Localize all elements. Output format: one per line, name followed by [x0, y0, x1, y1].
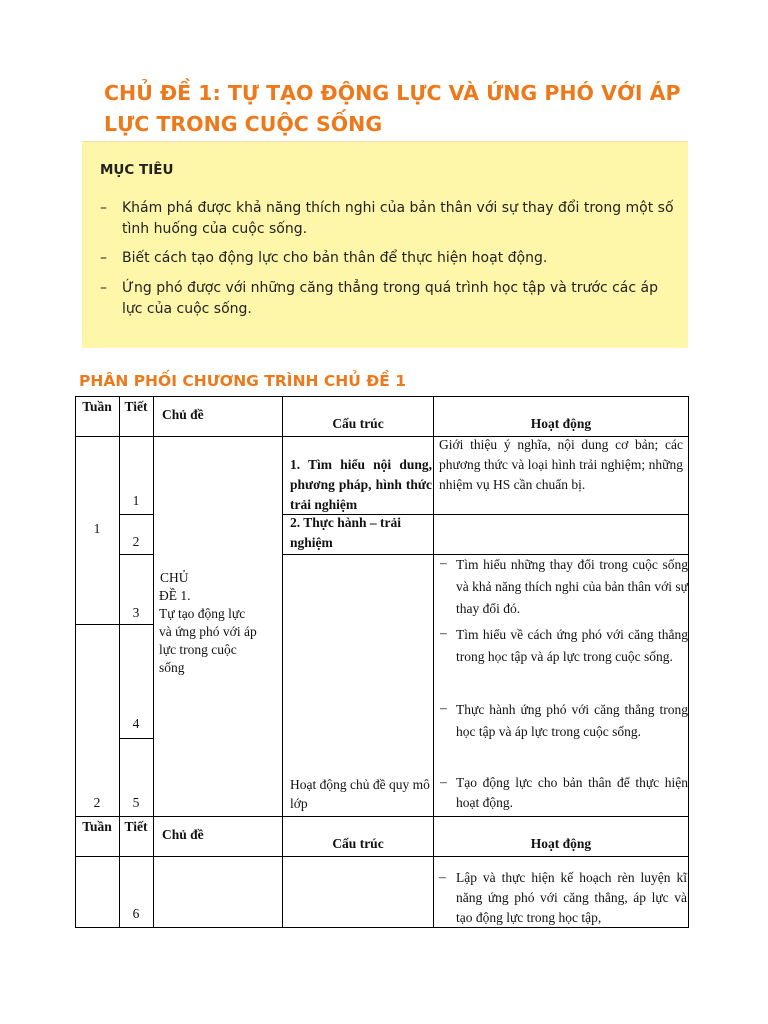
table-border — [119, 554, 153, 555]
title-line-1: CHỦ ĐỀ 1: TỰ TẠO ĐỘNG LỰC VÀ ỨNG PHÓ VỚI ÁP — [104, 81, 681, 105]
structure-step-3: Hoạt động chủ đề quy mô lớp — [290, 777, 430, 811]
table-border — [75, 816, 689, 817]
activity-dash: – — [439, 869, 446, 884]
activity-item — [434, 624, 688, 668]
section-heading: PHÂN PHỐI CHƯƠNG TRÌNH CHỦ ĐỀ 1 — [79, 372, 406, 390]
table-border — [75, 856, 689, 857]
objective-item — [100, 278, 680, 320]
period-number: 6 — [132, 906, 140, 921]
topic-line: Tự tạo động lực — [159, 606, 246, 621]
table-border — [119, 738, 153, 739]
activity-dash: – — [440, 555, 447, 570]
period-number: 3 — [132, 605, 140, 620]
activity-dash: – — [440, 700, 447, 715]
objective-text: Khám phá được khả năng thích nghi của bản thân với sự thay đổi trong một số tình huống của cuộc sống. — [122, 200, 674, 237]
header-structure: Cấu trúc — [332, 416, 384, 431]
table-border — [75, 396, 76, 928]
header-week: Tuần — [82, 399, 112, 414]
period-number: 1 — [132, 493, 140, 508]
objectives-heading: MỤC TIÊU — [100, 162, 174, 178]
objective-dash: – — [100, 200, 107, 216]
header-activity: Hoạt động — [530, 416, 592, 431]
header-period: Tiết — [124, 819, 148, 834]
objective-dash: – — [100, 250, 107, 266]
topic-line: và ứng phó với áp — [159, 624, 257, 639]
topic-line: lực trong cuộc — [159, 642, 237, 657]
topic-cell — [159, 569, 281, 677]
activity-text: Tạo động lực cho bản thân để thực hiện hoạt động. — [456, 775, 688, 810]
structure-step-1: 1. Tìm hiểu nội dung, phương pháp, hình thức trải nghiệm — [290, 457, 432, 512]
activity-item — [434, 699, 688, 743]
activity-text: Thực hành ứng phó với căng thẳng trong học tập và áp lực trong cuộc sống. — [456, 702, 688, 739]
objective-text: Ứng phó được với những căng thẳng trong quá trình học tập và trước các áp lực của cuộc sống. — [122, 280, 658, 317]
table-border — [119, 396, 120, 928]
structure-step-2: 2. Thực hành – trải nghiệm — [290, 515, 401, 550]
activity-intro: Giới thiệu ý nghĩa, nội dung cơ bản; các phương thức và loại hình trải nghiệm; những nhiệm vụ HS cần chuẩn bị. — [439, 437, 683, 492]
table-border — [153, 396, 154, 928]
topic-line: sống — [159, 660, 185, 675]
page-title — [104, 78, 704, 140]
week-number: 1 — [93, 521, 101, 536]
header-topic: Chủ đề — [162, 407, 204, 422]
title-line-2: LỰC TRONG CUỘC SỐNG — [104, 112, 383, 136]
objective-item — [100, 248, 680, 269]
activity-item — [434, 554, 688, 620]
week-number: 2 — [93, 795, 101, 810]
activity-text: Tìm hiểu về cách ứng phó với căng thẳng trong học tập và áp lực trong cuộc sống. — [456, 627, 688, 664]
table-border — [119, 514, 153, 515]
period-number: 2 — [132, 534, 140, 549]
period-number: 5 — [132, 795, 140, 810]
header-week: Tuần — [82, 819, 112, 834]
table-border — [282, 396, 283, 928]
header-activity: Hoạt động — [530, 836, 592, 851]
objective-item — [100, 198, 680, 240]
program-table — [75, 396, 689, 928]
table-border — [75, 624, 153, 625]
activity-item — [439, 868, 687, 928]
table-border — [688, 396, 689, 928]
activity-list — [434, 555, 688, 815]
activity-text: Tìm hiểu những thay đổi trong cuộc sống và khả năng thích nghi của bản thân với sự thay đổi đó. — [456, 557, 688, 616]
topic-line: CHỦ — [160, 570, 189, 585]
header-structure: Cấu trúc — [332, 836, 384, 851]
activity-dash: – — [440, 625, 447, 640]
objectives-box — [82, 142, 688, 348]
objective-dash: – — [100, 280, 107, 296]
topic-line: ĐỀ 1. — [159, 588, 191, 603]
period-number: 4 — [132, 716, 140, 731]
activity-text: Lập và thực hiện kế hoạch rèn luyện kĩ năng ứng phó với căng thẳng, áp lực và tạo động lực trong học tập, — [456, 870, 687, 925]
activity-dash: – — [440, 774, 447, 789]
objective-text: Biết cách tạo động lực cho bản thân để thực hiện hoạt động. — [122, 250, 548, 266]
table-border — [75, 396, 689, 397]
activity-item — [434, 773, 688, 813]
header-topic: Chủ đề — [162, 827, 204, 842]
header-period: Tiết — [124, 399, 148, 414]
